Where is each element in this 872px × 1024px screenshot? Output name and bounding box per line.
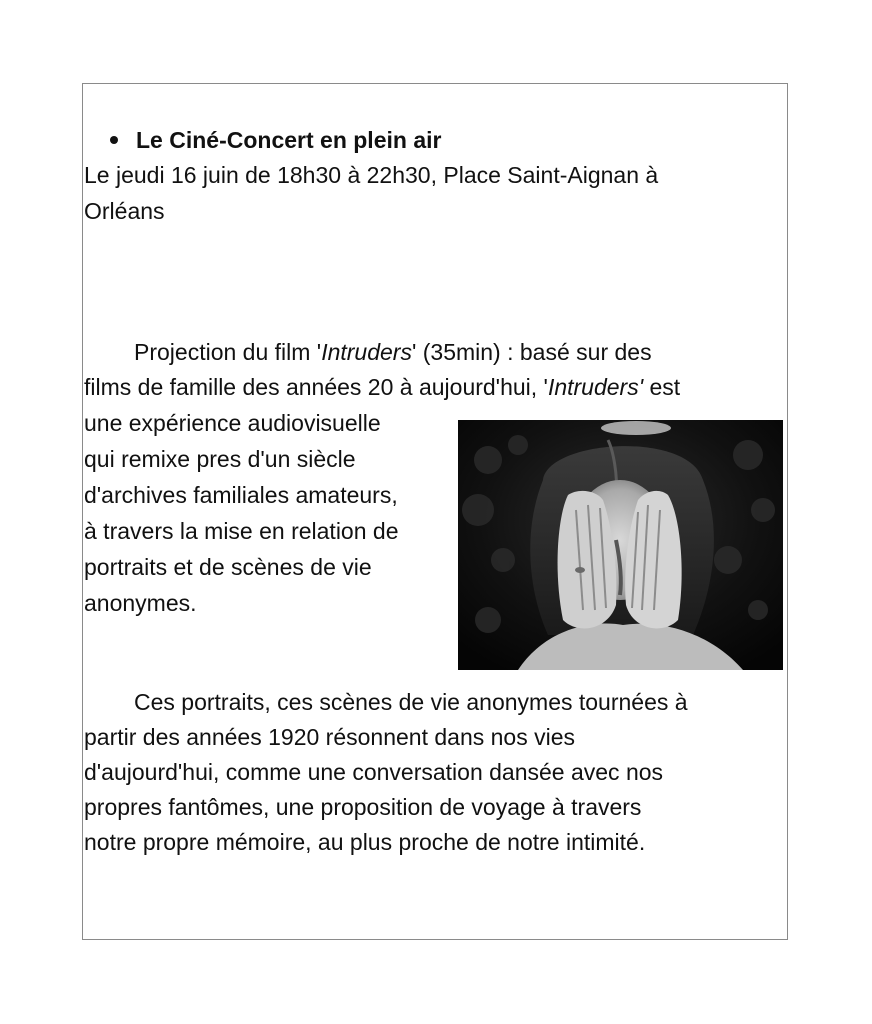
paragraph-line: d'archives familiales amateurs, bbox=[84, 482, 398, 508]
paragraph-line: anonymes. bbox=[84, 590, 197, 616]
film-title: Intruders' bbox=[547, 374, 644, 400]
film-still-image bbox=[458, 420, 783, 670]
event-date-location bbox=[84, 157, 774, 229]
paragraph-wrap-text bbox=[84, 405, 454, 621]
paragraph-line bbox=[84, 335, 784, 370]
paragraph-line bbox=[84, 370, 784, 405]
event-city: Orléans bbox=[84, 198, 165, 224]
event-title: Le Ciné-Concert en plein air bbox=[136, 127, 442, 153]
text-run: Projection du film ' bbox=[134, 339, 322, 365]
text-run: est bbox=[643, 374, 681, 400]
text-run: ' (35min) : basé sur des bbox=[411, 339, 652, 365]
paragraph-projection bbox=[84, 335, 784, 405]
frame-gap bbox=[788, 400, 792, 415]
event-title-bullet bbox=[110, 122, 441, 158]
paragraph-portraits bbox=[84, 685, 784, 860]
paragraph-line: propres fantômes, une proposition de voyage à travers bbox=[84, 794, 642, 820]
event-date-line: Le jeudi 16 juin de 18h30 à 22h30, Place Saint-Aignan à bbox=[84, 162, 659, 188]
film-still-photo bbox=[458, 420, 783, 670]
paragraph-line: une expérience audiovisuelle bbox=[84, 410, 381, 436]
text-run: Ces portraits, ces scènes de vie anonymes tournées à bbox=[134, 689, 688, 715]
paragraph-line bbox=[84, 685, 784, 720]
text-run: films de famille des années 20 à aujourd'hui, ' bbox=[84, 374, 548, 400]
bullet-dot-icon bbox=[110, 136, 118, 144]
paragraph-line: d'aujourd'hui, comme une conversation dansée avec nos bbox=[84, 759, 664, 785]
film-title: Intruders bbox=[321, 339, 412, 365]
paragraph-line: portraits et de scènes de vie bbox=[84, 554, 372, 580]
paragraph-line: qui remixe pres d'un siècle bbox=[84, 446, 356, 472]
paragraph-line: à travers la mise en relation de bbox=[84, 518, 399, 544]
paragraph-line: partir des années 1920 résonnent dans nos vies bbox=[84, 724, 575, 750]
paragraph-line: notre propre mémoire, au plus proche de notre intimité. bbox=[84, 829, 646, 855]
